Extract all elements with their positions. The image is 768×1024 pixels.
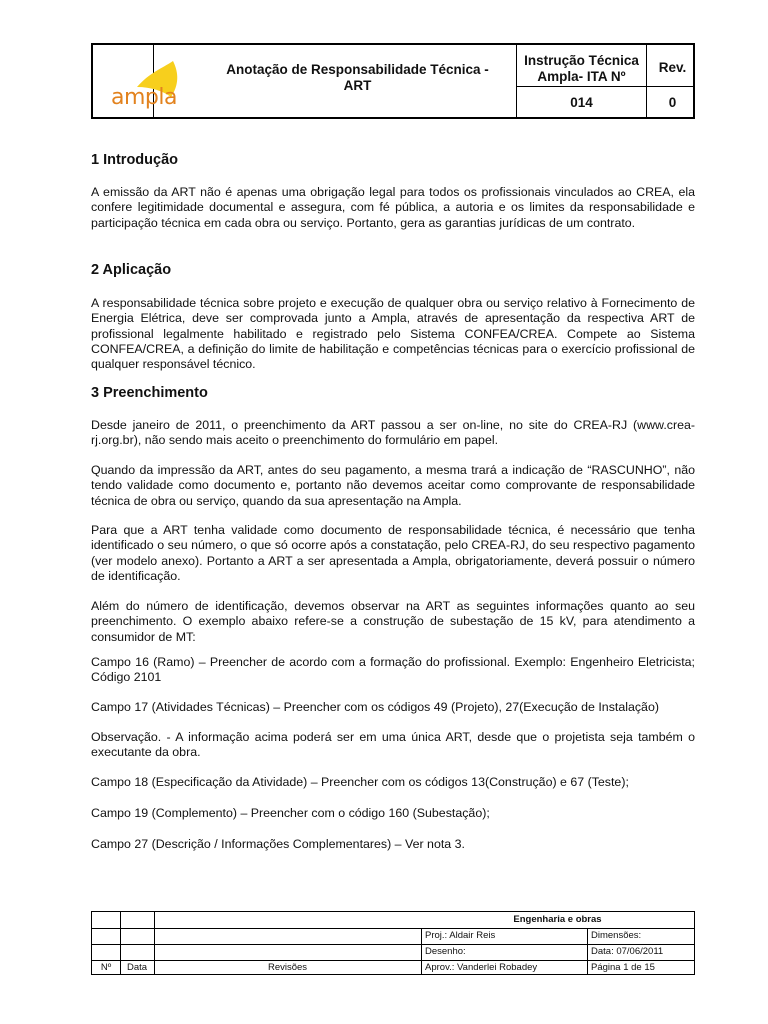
paragraph: Desde janeiro de 2011, o preenchimento da ART passou a ser on-line, no site do CREA-RJ (www.crea-rj.org.br), não sendo mais aceito o preenchimento do formulário em papel. xyxy=(91,418,695,448)
footer-table xyxy=(91,911,695,975)
paragraph: Para que a ART tenha validade como documento de responsabilidade técnica, é necessário que tenha identificado o seu número, o que só ocorre após a constatação, pelo CREA-RJ, do seu respectivo pagamento (ver modelo anexo). Portanto a ART a ser apresentada a Ampla, obrigatoriamente, deverá possuir o número de identificação. xyxy=(91,523,695,583)
paragraph: Campo 27 (Descrição / Informações Complementares) – Ver nota 3. xyxy=(91,837,465,851)
header-table xyxy=(91,43,695,119)
footer-pagina: Página 1 de 15 xyxy=(591,962,655,973)
footer-department: Engenharia e obras xyxy=(513,914,602,925)
revision-label: Rev. xyxy=(658,60,687,75)
section-heading-aplicacao: 2 Aplicação xyxy=(91,262,172,278)
paragraph: Além do número de identificação, devemos observar na ART as seguintes informações quanto ao seu preenchimento. O exemplo abaixo refere-se a construção de subestação de 15 kV, para atendimento a consumidor de MT: xyxy=(91,599,695,644)
footer-aprov: Aprov.: Vanderlei Robadey xyxy=(425,962,538,973)
document-number: 014 xyxy=(570,95,593,110)
footer-data: Data: 07/06/2011 xyxy=(591,946,664,957)
footer-dimensoes: Dimensões: xyxy=(591,930,642,941)
paragraph: A emissão da ART não é apenas uma obrigação legal para todos os profissionais vinculados ao CREA, ela confere legitimidade documental e assegura, com fé pública, a autoria e os limites da responsabilidade e participação técnica em cada obra ou serviço. Portanto, gera as garantias jurídicas de um contrato. xyxy=(91,185,695,230)
footer-col-revisoes: Revisões xyxy=(267,962,308,973)
footer-proj: Proj.: Aldair Reis xyxy=(425,930,496,941)
paragraph: A responsabilidade técnica sobre projeto e execução de qualquer obra ou serviço relativo à Fornecimento de Energia Elétrica, deve ser comprovada junto a Ampla, através de apresentação da respectiva ART de profissional legalmente habilitado e registrado pelo Sistema CONFEA/CREA. Compete ao Sistema CONFEA/CREA, a definição do limite de habilitação e competências técnicas para o exercício profissional de qualquer responsável técnico. xyxy=(91,296,695,372)
paragraph: Campo 17 (Atividades Técnicas) – Preencher com os códigos 49 (Projeto), 27(Execução de Instalação) xyxy=(91,700,659,714)
section-heading-preenchimento: 3 Preenchimento xyxy=(91,385,208,401)
revision-number: 0 xyxy=(668,95,677,110)
logo-text: ampla xyxy=(111,85,177,110)
section-heading-introducao: 1 Introdução xyxy=(91,152,179,168)
footer-desenho: Desenho: xyxy=(425,946,466,957)
paragraph: Campo 18 (Especificação da Atividade) – Preencher com os códigos 13(Construção) e 67 (Teste); xyxy=(91,775,629,789)
instruction-label: Instrução Técnica Ampla- ITA Nº xyxy=(524,53,639,84)
paragraph: Campo 19 (Complemento) – Preencher com o código 160 (Subestação); xyxy=(91,806,490,820)
document-title: Anotação de Responsabilidade Técnica - ART xyxy=(226,62,489,93)
paragraph: Quando da impressão da ART, antes do seu pagamento, a mesma trará a indicação de “RASCUNHO”, não tendo validade como documento e, portanto não devemos aceitar como comprovante de responsabilidade técnica de obra ou serviço, quando da sua apresentação na Ampla. xyxy=(91,463,695,508)
paragraph: Observação. - A informação acima poderá ser em uma única ART, desde que o projetista seja também o executante da obra. xyxy=(91,730,695,760)
footer-col-data: Data xyxy=(126,962,148,973)
footer-col-no: Nº xyxy=(100,962,112,973)
ampla-logo xyxy=(107,59,187,110)
paragraph: Campo 16 (Ramo) – Preencher de acordo com a formação do profissional. Exemplo: Engenheiro Eletricista; Código 2101 xyxy=(91,655,695,685)
